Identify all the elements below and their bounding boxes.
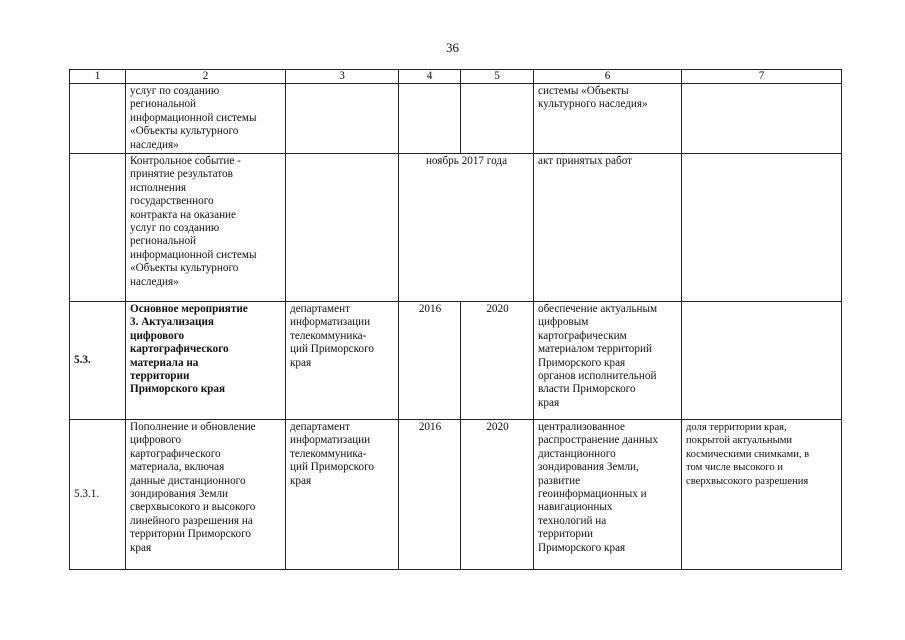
activity-cell: Контрольное событие - принятие результатов исполнения государственного контракта на оказание услуг по созданию региональной информационной системы «Объекты культурного наследия» (126, 154, 286, 302)
executor-cell: департамент информатизации телекоммуника- ций Приморского края (286, 302, 399, 420)
column-header: 7 (682, 70, 842, 84)
end-year-cell: 2020 (461, 420, 534, 570)
indicator-cell (682, 154, 842, 302)
executor-cell: департамент информатизации телекоммуника- ций Приморского края (286, 420, 399, 570)
activity-cell: услуг по созданию региональной информационной системы «Объекты культурного наследия» (126, 84, 286, 154)
column-header: 1 (70, 70, 126, 84)
result-cell: акт принятых работ (534, 154, 682, 302)
activity-cell: Пополнение и обновление цифрового картографического материала, включая данные дистанционного зондирования Земли сверхвысокого и высокого линейного разрешения на территории Приморского края (126, 420, 286, 570)
column-number-row (70, 70, 842, 84)
column-header: 6 (534, 70, 682, 84)
item-number (70, 84, 126, 154)
item-number: 5.3.1. (70, 420, 126, 570)
column-header: 4 (399, 70, 461, 84)
table-row (70, 154, 842, 302)
column-header: 2 (126, 70, 286, 84)
start-year-cell (399, 84, 461, 154)
executor-cell (286, 154, 399, 302)
result-cell: централизованное распространение данных дистанционного зондирования Земли, развитие геоинформационных и навигационных технологий на территории Приморского края (534, 420, 682, 570)
result-cell: обеспечение актуальным цифровым картографическим материалом территорий Приморского края органов исполнительной власти Приморского края (534, 302, 682, 420)
indicator-cell (682, 302, 842, 420)
indicator-cell (682, 84, 842, 154)
item-number (70, 154, 126, 302)
column-header: 5 (461, 70, 534, 84)
plan-table (69, 69, 842, 570)
event-date-cell: ноябрь 2017 года (399, 154, 534, 302)
executor-cell (286, 84, 399, 154)
item-number: 5.3. (70, 302, 126, 420)
table-row (70, 302, 842, 420)
end-year-cell: 2020 (461, 302, 534, 420)
start-year-cell: 2016 (399, 302, 461, 420)
column-header: 3 (286, 70, 399, 84)
start-year-cell: 2016 (399, 420, 461, 570)
indicator-cell: доля территории края, покрытой актуальными космическими снимками, в том числе высокого и сверхвысокого разрешения (682, 420, 842, 570)
end-year-cell (461, 84, 534, 154)
activity-cell: Основное мероприятие 3. Актуализация цифрового картографического материала на территории Приморского края (126, 302, 286, 420)
table-row (70, 84, 842, 154)
result-cell: системы «Объекты культурного наследия» (534, 84, 682, 154)
table-row (70, 420, 842, 570)
page-number: 36 (446, 40, 459, 55)
